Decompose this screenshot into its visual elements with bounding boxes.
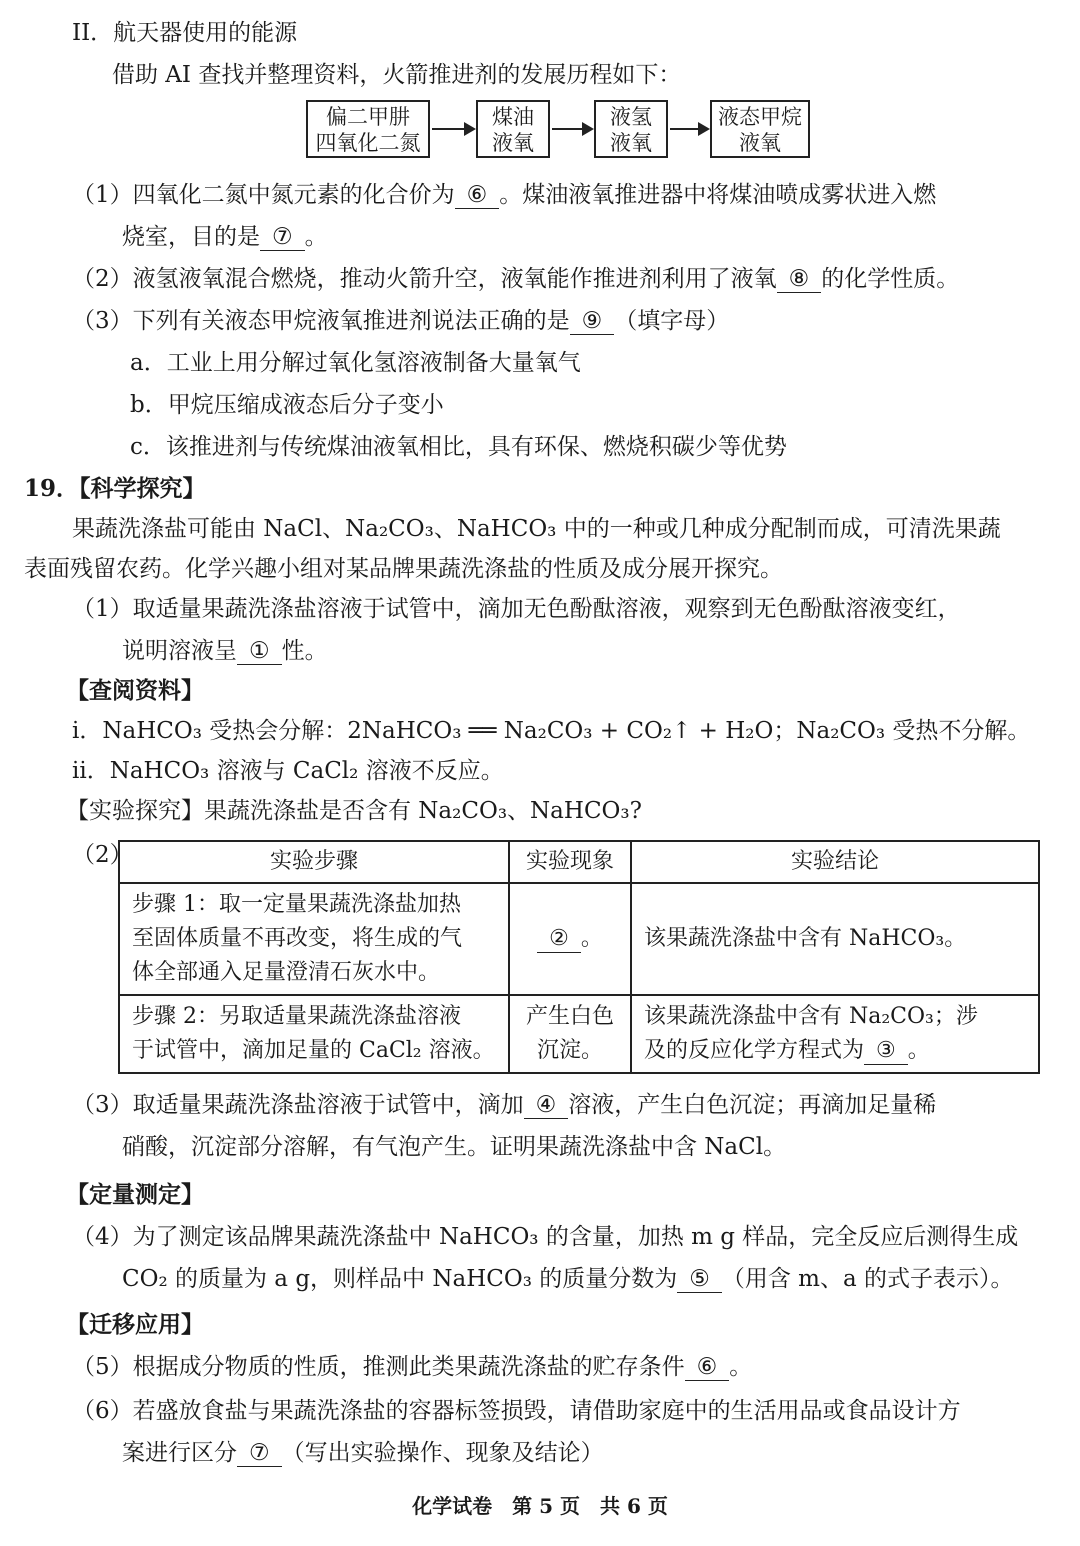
table-header-row <box>119 841 1039 883</box>
flow-box-line2: 四氧化二氮 <box>315 131 421 155</box>
experiment-table <box>118 840 1040 1074</box>
step-cell <box>119 995 509 1073</box>
answer-blank[interactable]: ② <box>537 926 581 953</box>
application-heading: 【迁移应用】 <box>66 1311 204 1338</box>
text: 。 <box>304 224 328 250</box>
answer-blank[interactable]: ⑦ <box>237 1440 282 1467</box>
q19-part1: （1）取适量果蔬洗涤盐溶液于试管中，滴加无色酚酞溶液，观察到无色酚酞溶液变红， <box>72 596 961 622</box>
text: （2）液氢液氧混合燃烧，推动火箭升空，液氧能作推进剂利用了液氧 <box>72 266 777 292</box>
section-heading: II．航天器使用的能源 <box>72 20 298 46</box>
q19-part4-cont <box>122 1264 1014 1294</box>
text: 溶液，产生白色沉淀；再滴加足量稀 <box>568 1092 937 1118</box>
quantitative-heading: 【定量测定】 <box>66 1181 204 1208</box>
flow-arrow <box>552 128 592 130</box>
q19-part1-cont <box>122 636 328 666</box>
text: （用含 m、a 的式子表示）。 <box>721 1266 1014 1292</box>
section-intro: 借助 AI 查找并整理资料，火箭推进剂的发展历程如下： <box>112 62 682 88</box>
answer-blank[interactable]: ⑥ <box>455 182 500 209</box>
option-c: c．该推进剂与传统煤油液氧相比，具有环保、燃烧积碳少等优势 <box>130 434 787 460</box>
text: 。煤油液氧推进器中将煤油喷成雾状进入燃 <box>499 182 937 208</box>
table-header: 实验现象 <box>509 841 631 883</box>
table-row <box>119 883 1039 995</box>
answer-blank[interactable]: ⑨ <box>570 308 615 335</box>
text: （1）四氧化二氮中氮元素的化合价为 <box>72 182 455 208</box>
text: 沉淀。 <box>536 1038 603 1063</box>
question-2 <box>72 264 959 294</box>
question-1-cont <box>122 222 328 252</box>
answer-blank[interactable]: ⑥ <box>685 1354 730 1381</box>
table-header: 实验步骤 <box>119 841 509 883</box>
flow-box-hydrogen <box>594 100 668 158</box>
q19-part6: （6）若盛放食盐与果蔬洗涤盐的容器标签损毁，请借助家庭中的生活用品或食品设计方 <box>72 1398 961 1424</box>
step-cell <box>119 883 509 995</box>
reference-item-2: ii．NaHCO₃ 溶液与 CaCl₂ 溶液不反应。 <box>72 758 504 784</box>
page-footer: 化学试卷 第 5 页 共 6 页 <box>412 1494 668 1518</box>
flow-box-line1: 液态甲烷 <box>718 105 802 129</box>
conclusion-cell <box>631 995 1039 1073</box>
q19-part6-cont <box>122 1438 604 1468</box>
q19-intro: 果蔬洗涤盐可能由 NaCl、Na₂CO₃、NaHCO₃ 中的一种或几种成分配制而成，可清洗果蔬 <box>72 516 1001 542</box>
q19-part2-label: （2） <box>72 842 133 868</box>
text: 产生白色 <box>525 1004 614 1029</box>
text: 。 <box>729 1354 753 1380</box>
observation-cell <box>509 883 631 995</box>
text: 烧室，目的是 <box>122 224 260 250</box>
flow-box-line2: 液氧 <box>610 131 652 155</box>
question-1 <box>72 180 936 210</box>
text <box>644 1034 1026 1068</box>
flow-arrow <box>432 128 474 130</box>
flow-arrow <box>670 128 708 130</box>
text: 。 <box>907 1038 930 1063</box>
text: 的化学性质。 <box>821 266 960 292</box>
text: （3）取适量果蔬洗涤盐溶液于试管中，滴加 <box>72 1092 524 1118</box>
flow-box-line2: 液氧 <box>739 131 781 155</box>
answer-blank[interactable]: ① <box>237 638 282 665</box>
q19-part3-cont: 硝酸，沉淀部分溶解，有气泡产生。证明果蔬洗涤盐中含 NaCl。 <box>122 1134 787 1160</box>
q19-part5 <box>72 1352 752 1382</box>
flow-box-methane <box>710 100 810 158</box>
text: 步骤 2：另取适量果蔬洗涤盐溶液 <box>132 1004 461 1029</box>
reference-item-1: i．NaHCO₃ 受热会分解：2NaHCO₃ ══ Na₂CO₃ + CO₂↑ + H₂O；Na₂CO₃ 受热不分解。 <box>72 718 1031 744</box>
text: 。 <box>580 926 603 951</box>
answer-blank[interactable]: ⑦ <box>260 224 305 251</box>
answer-blank[interactable]: ③ <box>864 1038 908 1065</box>
observation-cell <box>509 995 631 1073</box>
flow-box-line1: 偏二甲肼 <box>326 105 410 129</box>
text: 案进行区分 <box>122 1440 237 1466</box>
question-19-heading: 19．【科学探究】 <box>24 475 206 502</box>
flow-box-line1: 煤油 <box>492 105 534 129</box>
table-row <box>119 995 1039 1073</box>
conclusion-cell: 该果蔬洗涤盐中含有 NaHCO₃。 <box>631 883 1039 995</box>
reference-heading: 【查阅资料】 <box>66 677 204 704</box>
flow-box-line2: 液氧 <box>492 131 534 155</box>
answer-blank[interactable]: ④ <box>524 1092 569 1119</box>
answer-blank[interactable]: ⑤ <box>677 1266 722 1293</box>
q19-intro-cont: 表面残留农药。化学兴趣小组对某品牌果蔬洗涤盐的性质及成分展开探究。 <box>24 556 783 582</box>
text: 至固体质量不再改变，将生成的气 <box>132 926 463 951</box>
text: 步骤 1：取一定量果蔬洗涤盐加热 <box>132 892 461 917</box>
question-3 <box>72 306 729 336</box>
answer-blank[interactable]: ⑧ <box>777 266 822 293</box>
flow-box-line1: 液氢 <box>610 105 652 129</box>
flow-box-udmh <box>306 100 430 158</box>
text: （3）下列有关液态甲烷液氧推进剂说法正确的是 <box>72 308 570 334</box>
flow-box-kerosene <box>476 100 550 158</box>
text: CO₂ 的质量为 a g，则样品中 NaHCO₃ 的质量分数为 <box>122 1266 678 1292</box>
table-header: 实验结论 <box>631 841 1039 883</box>
text: 及的反应化学方程式为 <box>644 1038 865 1063</box>
propellant-flow-diagram <box>306 100 810 162</box>
option-a: a．工业上用分解过氧化氢溶液制备大量氧气 <box>130 350 581 376</box>
option-b: b．甲烷压缩成液态后分子变小 <box>130 392 444 418</box>
text: （5）根据成分物质的性质，推测此类果蔬洗涤盐的贮存条件 <box>72 1354 685 1380</box>
text: 该果蔬洗涤盐中含有 Na₂CO₃；涉 <box>644 1004 978 1029</box>
text: 体全部通入足量澄清石灰水中。 <box>132 960 441 985</box>
text: （填字母） <box>614 308 730 334</box>
q19-part3 <box>72 1090 936 1120</box>
q19-part4: （4）为了测定该品牌果蔬洗涤盐中 NaHCO₃ 的含量，加热 m g 样品，完全反应后测得生成 <box>72 1224 1019 1250</box>
text: 说明溶液呈 <box>122 638 237 664</box>
text: （写出实验操作、现象及结论） <box>281 1440 604 1466</box>
text: 于试管中，滴加足量的 CaCl₂ 溶液。 <box>132 1038 495 1063</box>
experiment-heading: 【实验探究】果蔬洗涤盐是否含有 Na₂CO₃、NaHCO₃? <box>66 798 642 824</box>
text: 性。 <box>281 638 328 664</box>
